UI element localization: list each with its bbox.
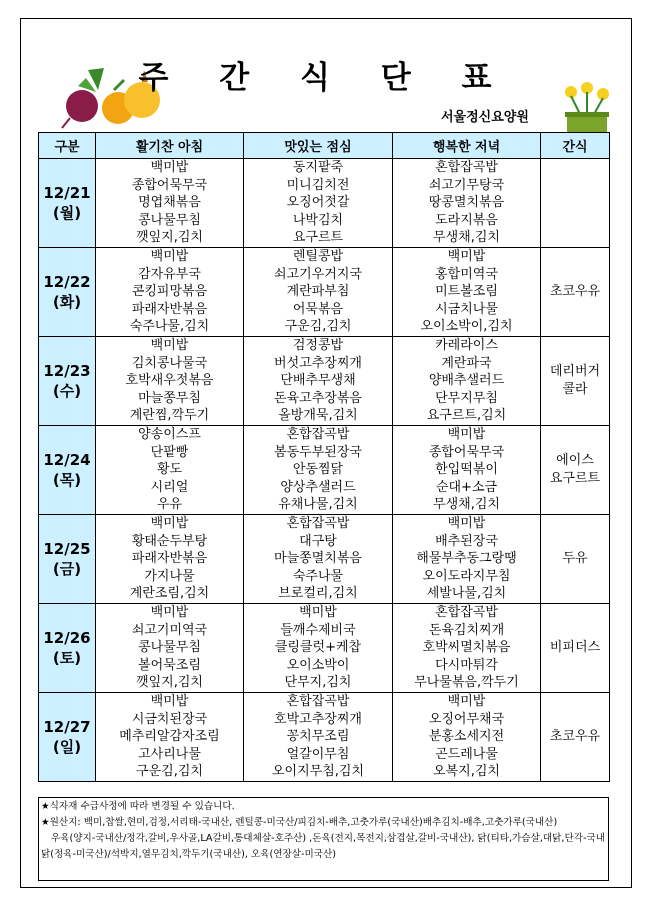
menu-item: 파래자반볶음 — [131, 301, 208, 317]
menu-item: 계란찜,깍두기 — [129, 408, 210, 424]
header-day: 구분 — [39, 133, 96, 159]
lunch-cell — [244, 337, 393, 426]
menu-item: 가지나물 — [144, 568, 195, 584]
menu-item: 콘킹피망볶음 — [131, 284, 208, 300]
day-date: 12/27 — [43, 718, 91, 736]
day-weekday: (화) — [52, 293, 82, 311]
table-row — [39, 604, 610, 693]
dinner-cell — [393, 426, 541, 515]
breakfast-cell — [96, 248, 244, 337]
day-weekday: (토) — [52, 649, 82, 667]
menu-item: 다시마튀각 — [435, 657, 498, 673]
header-row — [39, 133, 610, 159]
menu-item: 안동찜닭 — [292, 462, 344, 478]
table-row — [39, 693, 610, 782]
table-row — [39, 337, 610, 426]
menu-item: 카레라이스 — [435, 338, 498, 354]
menu-item: 구운김,김치 — [136, 764, 203, 780]
menu-item: 순대+소금 — [435, 479, 498, 495]
menu-item: 호박새우젓볶음 — [125, 373, 214, 389]
day-cell — [39, 159, 96, 248]
snack-item: 초코우유 — [549, 729, 601, 744]
day-weekday: (일) — [52, 738, 82, 756]
snack-item: 요구르트 — [549, 471, 601, 486]
menu-item: 얼갈이무침 — [286, 746, 350, 762]
breakfast-cell — [96, 159, 244, 248]
day-weekday: (월) — [52, 204, 82, 222]
dinner-cell — [393, 337, 541, 426]
table-row — [39, 426, 610, 515]
menu-item: 양송이스프 — [138, 427, 201, 443]
day-date: 12/26 — [43, 629, 91, 647]
menu-item: 계란파부침 — [286, 284, 350, 300]
table-row — [39, 159, 610, 248]
menu-item: 백미밥 — [150, 694, 189, 710]
menu-item: 홍합미역국 — [435, 266, 498, 282]
menu-item: 곤드레나물 — [435, 746, 498, 762]
menu-item: 오이소박이 — [286, 657, 350, 673]
menu-item: 우유 — [156, 497, 183, 513]
menu-item: 호박고추장찌개 — [274, 711, 362, 727]
bullet-star-icon: ★ — [41, 817, 50, 828]
menu-item: 계란파국 — [441, 355, 492, 371]
bullet-star-icon: ★ — [41, 801, 50, 812]
day-cell — [39, 426, 96, 515]
lunch-cell — [244, 693, 393, 782]
menu-item: 혼합잡곡밥 — [435, 605, 498, 621]
note-text: 원산지: 백미,찹쌀,현미,검정,서리태-국내산, 렌틸콩-미국산/피김치-배추,고춧가루(국내산)배추김치-배추,고춧가루(국내산) — [49, 817, 558, 828]
menu-item: 오이소박이,김치 — [420, 319, 513, 335]
note-origin — [41, 815, 606, 831]
menu-item: 콩나물무침 — [138, 640, 201, 656]
breakfast-cell — [96, 693, 244, 782]
snack-item: 에이스 — [556, 453, 594, 468]
header-snack: 간식 — [541, 133, 610, 159]
header-breakfast: 활기찬 아침 — [96, 133, 244, 159]
menu-item: 오징어젓갈 — [286, 195, 350, 211]
menu-item: 마늘쫑무침 — [138, 390, 201, 406]
menu-item: 쇠고기우거지국 — [274, 266, 362, 282]
menu-item: 백미밥 — [150, 516, 189, 532]
menu-item: 종합어묵무국 — [131, 177, 208, 193]
menu-item: 동지팥죽 — [292, 160, 344, 176]
snack-cell — [541, 337, 610, 426]
snack-cell — [541, 248, 610, 337]
menu-item: 단무지,김치 — [284, 675, 352, 691]
menu-item: 단무지무침 — [435, 390, 498, 406]
menu-item: 호박씨멸치볶음 — [422, 640, 511, 656]
menu-item: 콩나물무침 — [138, 212, 201, 228]
menu-item: 백미밥 — [447, 516, 486, 532]
snack-cell — [541, 159, 610, 248]
breakfast-cell — [96, 604, 244, 693]
menu-item: 미니김치전 — [286, 177, 350, 193]
menu-item: 양배추샐러드 — [428, 373, 505, 389]
menu-item: 명엽채볶음 — [138, 195, 201, 211]
menu-item: 숙주나물 — [292, 568, 344, 584]
menu-item: 단배추무생채 — [280, 373, 356, 389]
menu-item: 종합어묵무국 — [428, 444, 505, 460]
day-cell — [39, 515, 96, 604]
menu-item: 돈육고추장볶음 — [274, 390, 362, 406]
day-cell — [39, 604, 96, 693]
day-date: 12/25 — [43, 540, 91, 558]
menu-item: 깻잎지,김치 — [136, 230, 203, 246]
menu-item: 오복지,김치 — [433, 764, 500, 780]
menu-item: 고사리나물 — [138, 746, 201, 762]
breakfast-cell — [96, 515, 244, 604]
menu-item: 올방개묵,김치 — [278, 408, 358, 424]
dinner-cell — [393, 604, 541, 693]
menu-item: 오이도라지무침 — [422, 568, 511, 584]
menu-item: 오징어무채국 — [428, 711, 505, 727]
day-cell — [39, 693, 96, 782]
menu-item: 백미밥 — [447, 694, 486, 710]
menu-item: 백미밥 — [447, 249, 486, 265]
menu-item: 들깨수제비국 — [280, 622, 356, 638]
note-origin-continued: 닭(정육-미국산)/석박지,열무김치,깍두기(국내산), 오육(연장살-미국산) — [41, 849, 337, 860]
dinner-cell — [393, 515, 541, 604]
menu-item: 백미밥 — [447, 427, 486, 443]
day-weekday: (목) — [52, 471, 82, 489]
menu-item: 깻잎지,김치 — [136, 675, 203, 691]
menu-item: 파래자반볶음 — [131, 551, 208, 567]
day-weekday: (금) — [52, 560, 82, 578]
menu-item: 마늘쫑멸치볶음 — [274, 551, 362, 567]
snack-cell — [541, 426, 610, 515]
snack-cell — [541, 604, 610, 693]
menu-item: 도라지볶음 — [435, 212, 498, 228]
menu-item: 나박김치 — [292, 212, 344, 228]
menu-item: 미트볼조림 — [435, 284, 498, 300]
menu-item: 봄동두부된장국 — [274, 444, 362, 460]
menu-item: 해물부추동그랑땡 — [416, 551, 517, 567]
day-date: 12/24 — [43, 451, 91, 469]
menu-item: 꽁치무조림 — [286, 729, 350, 745]
lunch-cell — [244, 248, 393, 337]
menu-item: 클링클럿+케찹 — [274, 640, 362, 656]
weekly-menu-table — [38, 132, 610, 782]
menu-item: 대구탕 — [299, 533, 337, 549]
header-dinner: 행복한 저녁 — [393, 133, 541, 159]
table-row — [39, 248, 610, 337]
menu-item: 땅콩멸치볶음 — [428, 195, 505, 211]
menu-item: 배추된장국 — [435, 533, 498, 549]
menu-item: 혼합잡곡밥 — [286, 427, 350, 443]
menu-item: 분홍소세지전 — [428, 729, 505, 745]
menu-item: 돈육김치찌개 — [428, 622, 505, 638]
menu-item: 무생채,김치 — [433, 230, 500, 246]
dinner-cell — [393, 159, 541, 248]
lunch-cell — [244, 515, 393, 604]
lunch-cell — [244, 159, 393, 248]
breakfast-cell — [96, 337, 244, 426]
menu-item: 황도 — [156, 462, 183, 478]
menu-item: 백미밥 — [150, 160, 189, 176]
lunch-cell — [244, 604, 393, 693]
menu-item: 검정콩밥 — [292, 338, 344, 354]
note-text: 식자재 수급사정에 따라 변경될 수 있습니다. — [49, 801, 235, 812]
menu-item: 숙주나물,김치 — [129, 319, 210, 335]
menu-item: 메추리알감자조림 — [119, 729, 220, 745]
menu-item: 오이지무침,김치 — [271, 764, 365, 780]
menu-item: 백미밥 — [299, 605, 337, 621]
menu-item: 무나물볶음,깍두기 — [414, 675, 519, 691]
snack-item: 데리버거 — [549, 364, 601, 379]
lunch-cell — [244, 426, 393, 515]
day-date: 12/22 — [43, 273, 91, 291]
menu-item: 양상추샐러드 — [280, 479, 356, 495]
menu-item: 한입떡볶이 — [435, 462, 498, 478]
dinner-cell — [393, 248, 541, 337]
menu-item: 구운김,김치 — [284, 319, 352, 335]
note-origin-continued: 우육(양지-국내산/정각,갈비,우사골,LA갈비,통대체살-호주산) ,돈육(전지,목전지,삼겹살,갈비-국내산), 닭(티타,가슴살,대닭,단각-국내 — [51, 833, 605, 844]
menu-item: 감자유부국 — [138, 266, 201, 282]
menu-item: 렌틸콩밥 — [292, 249, 344, 265]
menu-item: 시금치나물 — [435, 301, 498, 317]
menu-item: 요구르트 — [292, 230, 344, 246]
menu-item: 유채나물,김치 — [278, 497, 358, 513]
menu-item: 무생채,김치 — [433, 497, 500, 513]
menu-item: 황태순두부탕 — [131, 533, 208, 549]
snack-item: 비피더스 — [549, 640, 601, 655]
menu-item: 혼합잡곡밥 — [435, 160, 498, 176]
menu-item: 혼합잡곡밥 — [286, 516, 350, 532]
menu-item: 쇠고기무탕국 — [428, 177, 505, 193]
menu-item: 시금치된장국 — [131, 711, 208, 727]
menu-item: 혼합잡곡밥 — [286, 694, 350, 710]
day-date: 12/21 — [43, 184, 91, 202]
menu-item: 단팥빵 — [150, 444, 189, 460]
notes-box — [38, 797, 609, 881]
table-row — [39, 515, 610, 604]
day-cell — [39, 248, 96, 337]
snack-item: 초코우유 — [549, 284, 601, 299]
snack-item: 콜라 — [562, 382, 588, 397]
menu-item: 볼어묵조림 — [138, 657, 201, 673]
dinner-cell — [393, 693, 541, 782]
day-cell — [39, 337, 96, 426]
page-title: 주 간 식 단 표 — [138, 60, 512, 96]
snack-cell — [541, 693, 610, 782]
menu-item: 요구르트,김치 — [426, 408, 507, 424]
menu-item: 백미밥 — [150, 338, 189, 354]
menu-item: 김치콩나물국 — [131, 355, 208, 371]
snack-item: 두유 — [562, 551, 588, 566]
note-allergy — [41, 799, 606, 815]
menu-item: 백미밥 — [150, 605, 189, 621]
snack-cell — [541, 515, 610, 604]
menu-item: 버섯고추장찌개 — [274, 355, 362, 371]
day-date: 12/23 — [43, 362, 91, 380]
menu-item: 브로컬리,김치 — [278, 586, 358, 602]
header-lunch: 맛있는 점심 — [244, 133, 393, 159]
day-weekday: (수) — [52, 382, 82, 400]
menu-item: 계란조림,김치 — [129, 586, 210, 602]
menu-item: 백미밥 — [150, 249, 189, 265]
menu-item: 어묵볶음 — [292, 301, 344, 317]
organization-name: 서울정신요양원 — [441, 110, 529, 125]
menu-item: 쇠고기미역국 — [131, 622, 208, 638]
breakfast-cell — [96, 426, 244, 515]
menu-item: 세발나물,김치 — [426, 586, 507, 602]
menu-item: 시리얼 — [150, 479, 189, 495]
